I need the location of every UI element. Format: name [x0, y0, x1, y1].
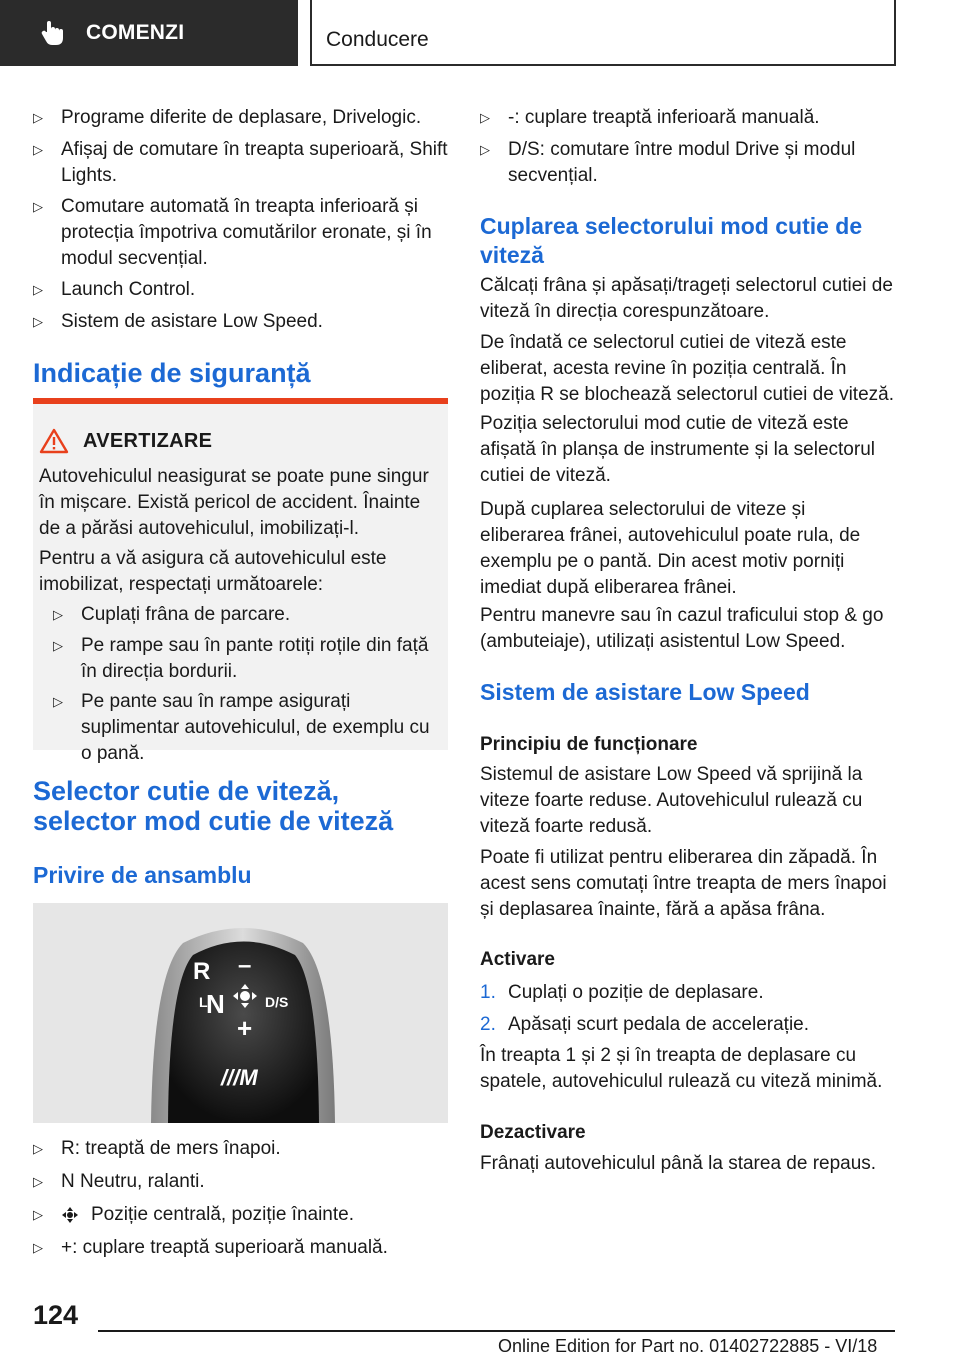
paragraph: După cuplarea selectorului de viteze și eliberarea frânei, autovehiculul poate rula, de exemplu pe o pantă. Din acest motiv porniți imediat după eliberarea frânei.: [480, 499, 861, 598]
list-item: ▷ N Neutru, ralanti.: [33, 1169, 448, 1195]
gear-label-n: N: [206, 989, 225, 1019]
principle-heading: Principiu de funcționare: [480, 734, 698, 755]
warning-title: AVERTIZARE: [83, 429, 213, 452]
engage-heading: Cuplarea selectorului mod cutie de viteză: [480, 213, 863, 268]
list-item: ▷ Launch Control.: [33, 277, 448, 303]
list-item-text: Poziție centrală, poziție înainte.: [91, 1204, 354, 1225]
list-item: ▷ Sistem de asistare Low Speed.: [33, 309, 448, 335]
deactivation-heading: Dezactivare: [480, 1122, 586, 1143]
list-item: ▷ D/S: comutare între modul Drive și modul secvențial.: [480, 137, 895, 189]
chapter-title-box: [310, 0, 896, 66]
gear-selector-illustration: [33, 903, 448, 1123]
paragraph: Sistemul de asistare Low Speed vă sprijină la viteze foarte reduse. Autovehiculul rulează cu viteză foarte redusă.: [480, 764, 863, 837]
warning-paragraph: Pentru a vă asigura că autovehiculul este imobilizat, respectați următoarele:: [39, 548, 387, 595]
gear-label-r: R: [193, 958, 211, 985]
warning-header: [39, 428, 212, 454]
safety-heading: Indicație de siguranță: [33, 358, 311, 388]
step-number: 2.: [480, 1014, 496, 1035]
paragraph: În treapta 1 și 2 și în treapta de deplasare cu spatele, autovehiculul rulează cu viteză minimă.: [480, 1045, 883, 1092]
step-text: Apăsați scurt pedala de accelerație.: [508, 1014, 810, 1035]
warning-box: [33, 398, 448, 764]
gear-label-l: L: [199, 994, 208, 1010]
step-text: Cuplați o poziție de deplasare.: [508, 982, 764, 1003]
hand-pointer-icon: [38, 18, 68, 48]
list-item: [33, 1202, 448, 1228]
lowspeed-heading: Sistem de asistare Low Speed: [480, 679, 810, 705]
warning-paragraph: Autovehiculul neasigurat se poate pune singur în mișcare. Există pericol de accident. Înainte de a părăsi autovehiculul, imobilizați-l.: [39, 466, 429, 539]
paragraph: De îndată ce selectorul cutiei de viteză este eliberat, acesta revine în poziția centrală. În poziția R se blochează selectorul cutiei de viteză.: [480, 332, 895, 405]
warning-list-item: ▷ Pe rampe sau în pante rotiți roțile din față în direcția bordurii.: [53, 633, 438, 685]
list-item: ▷ Comutare automată în treapta inferioară și protecția împotriva comutărilor eronate, și în modul secvențial.: [33, 194, 448, 272]
gear-label-minus: –: [238, 952, 252, 979]
footer-divider: [98, 1330, 895, 1332]
center-position-icon: [61, 1206, 79, 1224]
paragraph: Călcați frâna și apăsați/trageți selectorul cutiei de viteză în direcția corespunzătoare.: [480, 275, 893, 322]
gear-label-plus: +: [237, 1013, 253, 1043]
section-tab: [0, 0, 298, 66]
overview-heading: Privire de ansamblu: [33, 862, 252, 888]
list-item: ▷ -: cuplare treaptă inferioară manuală.: [480, 105, 895, 131]
list-item: ▷ Afișaj de comutare în treapta superioară, Shift Lights.: [33, 137, 448, 189]
section-tab-label: COMENZI: [86, 21, 185, 44]
list-item: ▷ Programe diferite de deplasare, Drivelogic.: [33, 105, 448, 131]
step-item: [480, 1012, 895, 1038]
step-number: 1.: [480, 982, 496, 1003]
paragraph: Pentru manevre sau în cazul traficului stop & go (ambuteiaje), utilizați asistentul Low Speed.: [480, 605, 884, 652]
chapter-title: Conducere: [326, 28, 429, 51]
warning-list-item: ▷ Cuplați frâna de parcare.: [53, 602, 438, 628]
activation-heading: Activare: [480, 949, 555, 970]
page-header: [0, 0, 960, 66]
warning-list-item: ▷ Pe pante sau în rampe asigurați suplimentar autovehiculul, de exemplu cu o pană.: [53, 689, 438, 767]
gear-selector-photo: [33, 903, 448, 1123]
list-item: ▷ +: cuplare treaptă superioară manuală.: [33, 1235, 448, 1261]
paragraph: Poate fi utilizat pentru eliberarea din zăpadă. În acest sens comutați între treapta de mers înapoi și deplasarea înainte, fără a apăsa frâna.: [480, 847, 887, 920]
selector-heading: Selector cutie de viteză, selector mod cutie de viteză: [33, 776, 394, 836]
paragraph: Poziția selectorului mod cutie de viteză este afișată în planșa de instrumente și la selectorul cutiei de viteză.: [480, 413, 875, 486]
page-number: 124: [33, 1300, 79, 1330]
paragraph: Frânați autovehiculul până la starea de repaus.: [480, 1153, 877, 1174]
list-item: ▷ R: treaptă de mers înapoi.: [33, 1136, 448, 1162]
edition-info: Online Edition for Part no. 01402722885 - VI/18: [498, 1336, 878, 1356]
step-item: [480, 980, 895, 1006]
m-logo: ///M: [221, 1065, 258, 1090]
gear-label-ds: D/S: [265, 994, 289, 1010]
warning-triangle-icon: [39, 428, 69, 454]
